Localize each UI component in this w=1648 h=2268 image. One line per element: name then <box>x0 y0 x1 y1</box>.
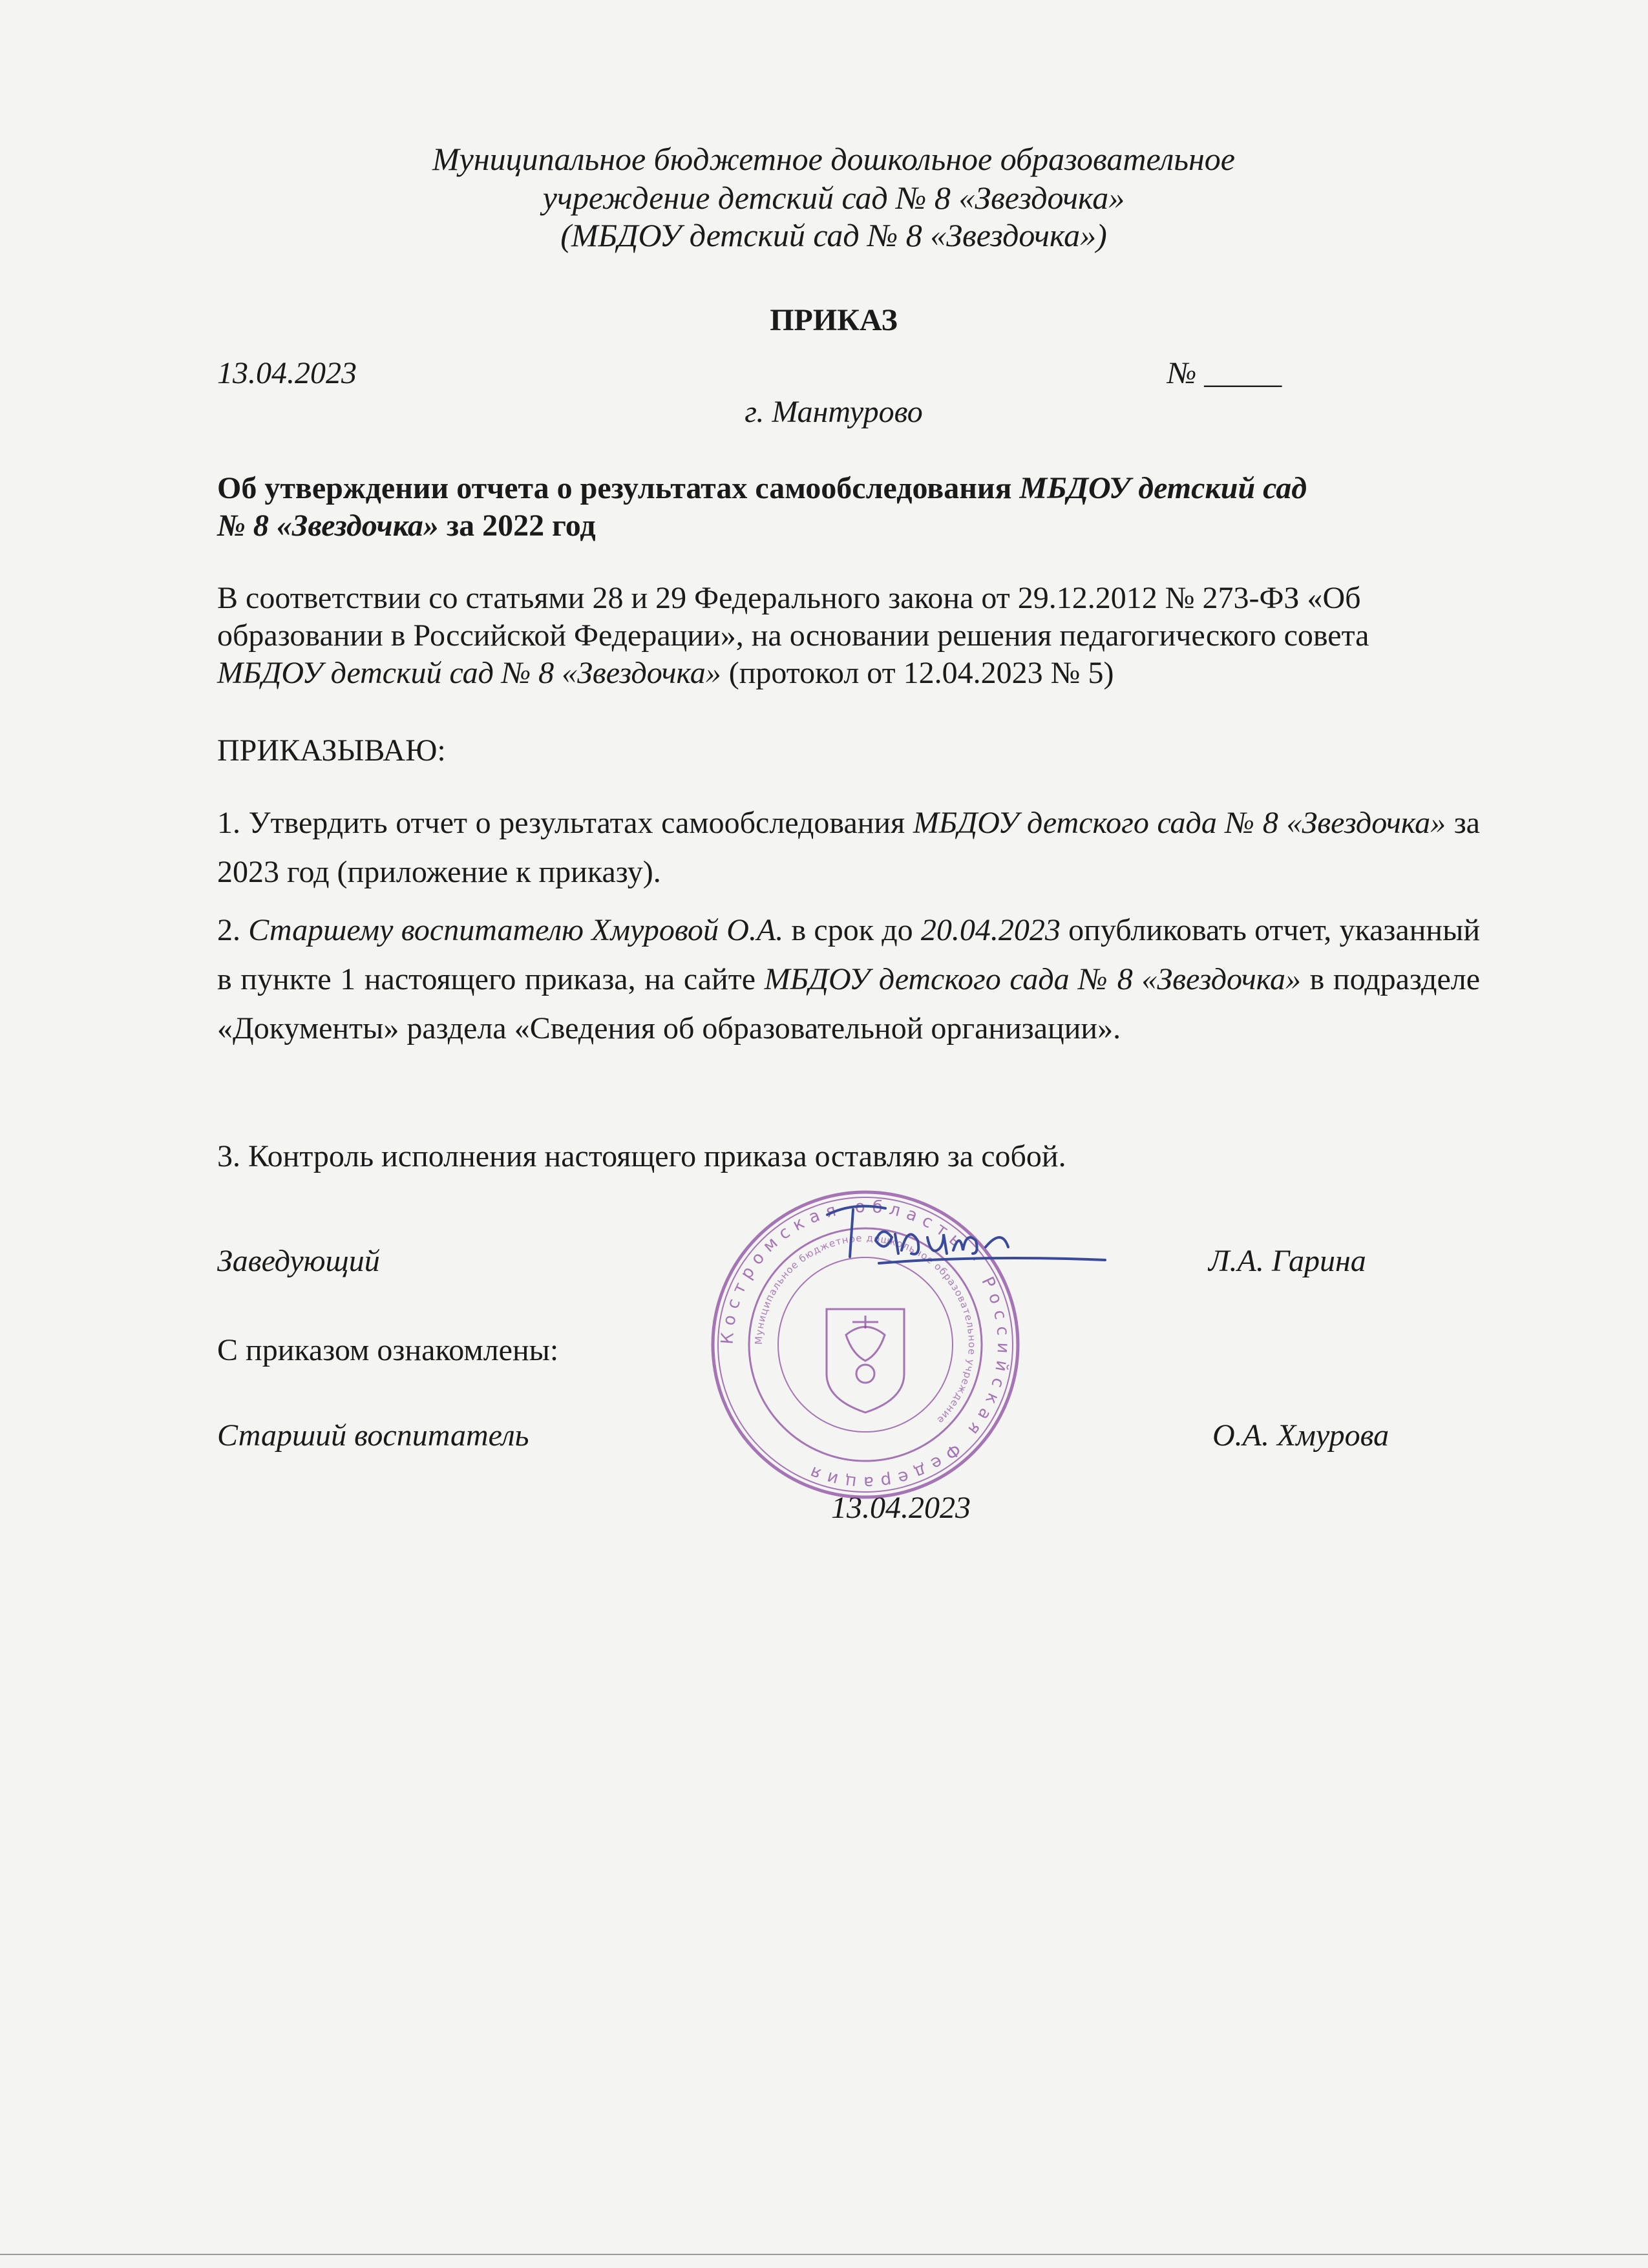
preamble-line-3 <box>217 655 1114 691</box>
org-name-line-1: Муниципальное бюджетное дошкольное образовательное <box>432 141 1236 177</box>
item-2-deadline: 20.04.2023 <box>920 913 1061 947</box>
stamp-outer-text: Костромская область · Российская Федерация <box>717 1197 1013 1493</box>
item-2-number: 2. <box>217 913 249 947</box>
subject-org-number: № 8 «Звездочка» <box>217 509 439 543</box>
item-2-action: опубликовать отчет, указанный в пункте 1 настоящего приказа, на сайте <box>217 913 1481 996</box>
item-2-section: в подразделе «Документы» раздела «Сведения об образовательной организации». <box>217 962 1481 1045</box>
acquainted-label: С приказом ознакомлены: <box>217 1333 559 1367</box>
item-2-responsible: Старшему воспитателю Хмуровой О.А. <box>248 913 784 947</box>
coat-of-arms-icon <box>827 1309 904 1412</box>
subject-org: МБДОУ детский сад <box>1019 471 1307 505</box>
preamble-protocol: (протокол от 12.04.2023 № 5) <box>721 656 1114 690</box>
subject-year: за 2022 год <box>438 509 596 543</box>
senior-name: О.А. Хмурова <box>1212 1418 1389 1453</box>
order-subject-line-2 <box>217 508 596 544</box>
document-title: ПРИКАЗ <box>770 303 898 337</box>
preamble-line-1: В соответствии со статьями 28 и 29 Федерального закона от 29.12.2012 № 273-ФЗ «Об <box>217 581 1361 615</box>
handwritten-signature <box>814 1195 1112 1279</box>
senior-position: Старший воспитатель <box>217 1418 529 1453</box>
page-edge-line <box>0 2254 1648 2255</box>
order-item-2 <box>217 906 1480 1053</box>
item-2-deadline-label: в срок до <box>783 913 921 947</box>
item-2-org: МБДОУ детского сада № 8 «Звездочка» <box>764 962 1301 996</box>
sign-date: 13.04.2023 <box>831 1491 971 1525</box>
org-short-name: (МБДОУ детский сад № 8 «Звездочка») <box>560 217 1107 253</box>
item-1-text: 1. Утвердить отчет о результатах самообследования <box>217 806 913 840</box>
order-item-3: 3. Контроль исполнения настоящего приказа оставляю за собой. <box>217 1139 1066 1173</box>
preamble-org: МБДОУ детский сад № 8 «Звездочка» <box>217 656 721 690</box>
subject-text: Об утверждении отчета о результатах самообследования <box>217 471 1020 505</box>
order-date: 13.04.2023 <box>217 356 357 390</box>
order-city: г. Мантурово <box>745 395 923 429</box>
command-word: ПРИКАЗЫВАЮ: <box>217 733 446 768</box>
org-name-line-2: учреждение детский сад № 8 «Звездочка» <box>542 180 1125 216</box>
head-name: Л.А. Гарина <box>1209 1244 1366 1278</box>
order-subject-line-1 <box>217 470 1307 507</box>
head-position: Заведующий <box>217 1244 380 1278</box>
item-1-rest: за 2023 год (приложение к приказу). <box>217 806 1480 889</box>
preamble-line-2: образовании в Российской Федерации», на основании решения педагогического совета <box>217 618 1369 653</box>
order-item-1 <box>217 799 1480 897</box>
order-number: № _____ <box>1167 356 1282 390</box>
stamp-inner-text: Муниципальное бюджетное дошкольное образовательное учреждение <box>752 1232 978 1427</box>
item-1-org: МБДОУ детского сада № 8 «Звездочка» <box>913 806 1446 840</box>
